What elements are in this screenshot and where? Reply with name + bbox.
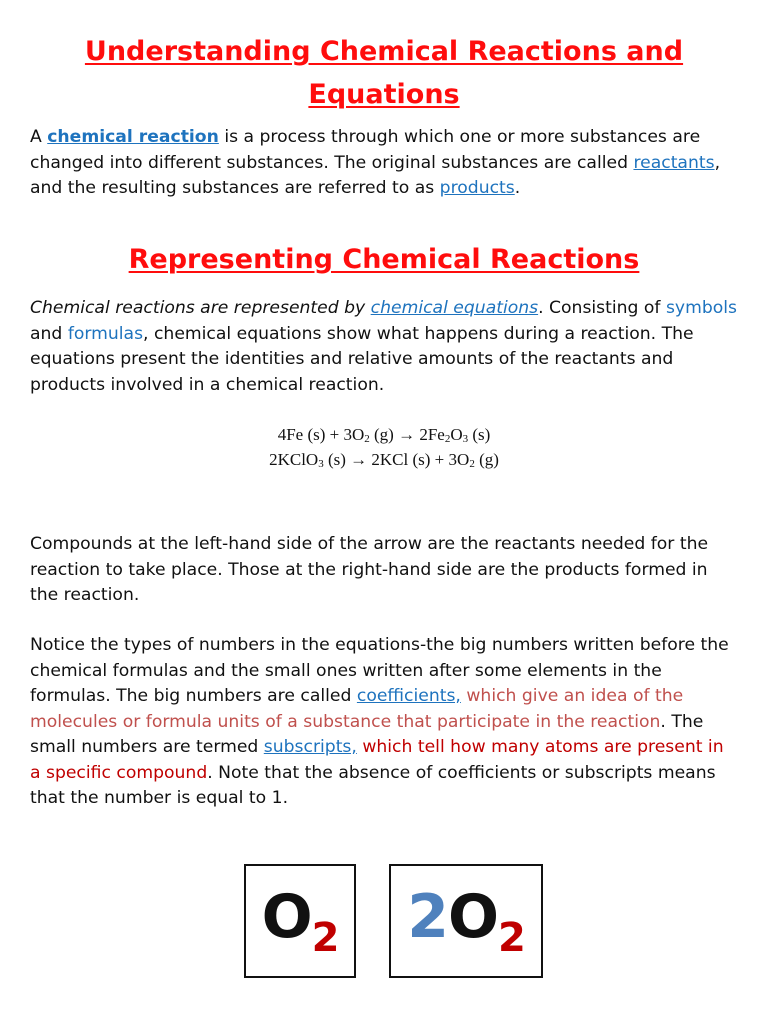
coefficient: 2	[407, 881, 448, 952]
representing-paragraph: Chemical reactions are represented by chemical equations. Consisting of symbols and formulas, chemical equations show what happens during a reaction. The equations present the identities and relative amounts of the reactants and products involved in a chemical reaction.	[30, 298, 737, 395]
equation-iron-oxide: 4Fe $(s) + 3O_2$ $(g) \to 2Fe_2O_3$ (s)	[277, 425, 491, 445]
section-title: Representing Chemical Reactions	[128, 244, 640, 275]
oxygen-molecule-figure	[244, 864, 356, 978]
coefficients-description: which give an idea of the molecules or formula units of a substance that participate in the reaction	[30, 686, 684, 732]
products-link[interactable]: products	[439, 178, 515, 198]
equation-potassium-chlorate: 2KClO$_3$ (s) → 2KCl $(s) + 3O_2$ (g)	[269, 450, 499, 470]
symbols-term: symbols	[665, 298, 737, 318]
compounds-paragraph: Compounds at the left-hand side of the arrow are the reactants needed for the reaction to take place. Those at the right-hand side are the products formed in the reaction.	[30, 534, 709, 605]
element-symbol: O	[261, 881, 312, 952]
subscripts-link[interactable]: subscripts,	[263, 737, 357, 757]
subscript: 2	[311, 914, 339, 961]
chemical-equations-link[interactable]: chemical equations	[370, 298, 539, 318]
intro-paragraph: A chemical reaction is a process through which one or more substances are changed into different substances. The original substances are called reactants, and the resulting substances are referred to as products.	[30, 127, 721, 198]
subscript: 2	[497, 914, 525, 961]
coefficients-link[interactable]: coefficients,	[356, 686, 461, 706]
notice-paragraph: Notice the types of numbers in the equations-the big numbers written before the chemical formulas and the small ones written after some elements in the formulas. The big numbers are called coefficients, which give an idea of the molecules or formula units of a substance that participate in the reaction. The small numbers are termed subscripts, which tell how many atoms are present in a specific compound. Note that the absence of coefficients or subscripts means that the number is equal to 1.	[30, 635, 729, 808]
formulas-term: formulas	[67, 323, 144, 344]
element-symbol: O	[447, 881, 498, 952]
two-oxygen-molecules-figure	[389, 864, 543, 978]
page-title: Understanding Chemical Reactions and Equations	[84, 36, 684, 110]
reactants-link[interactable]: reactants	[633, 152, 715, 173]
chemical-reaction-link[interactable]: chemical reaction	[47, 127, 219, 147]
subscripts-description: which tell how many atoms are present in a specific compound	[30, 737, 724, 783]
